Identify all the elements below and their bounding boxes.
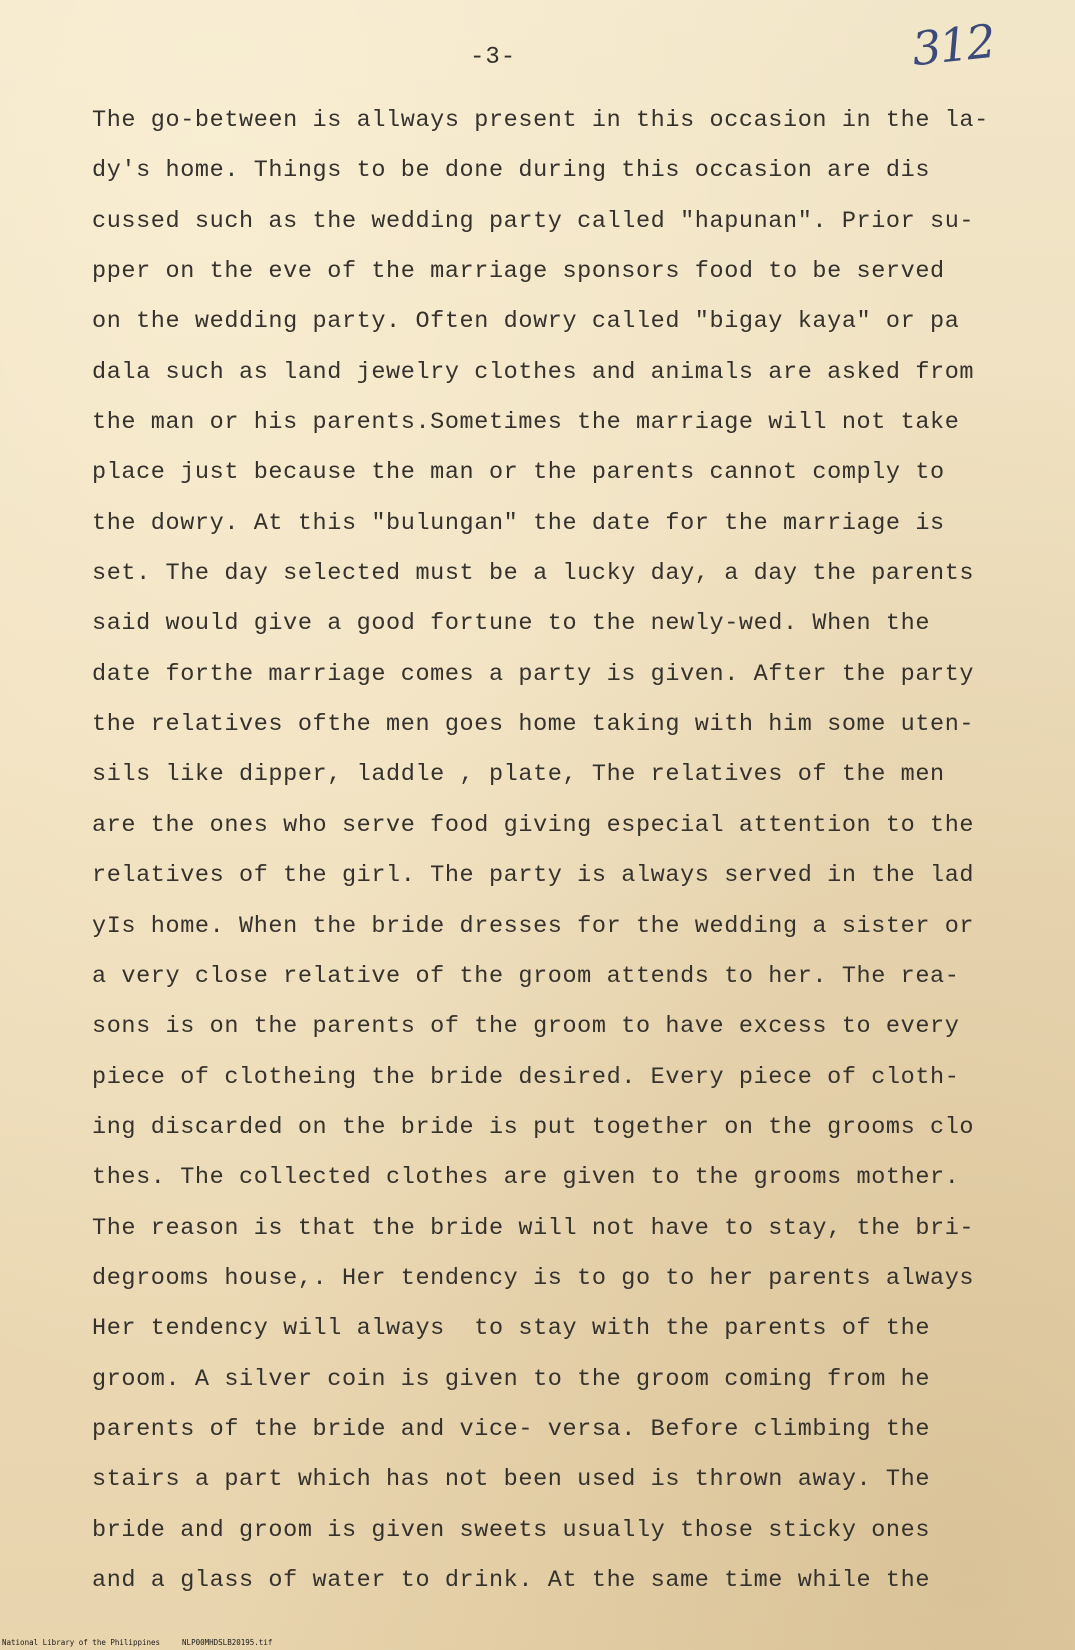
- text-line: the dowry. At this "bulungan" the date for the marriage is: [92, 509, 945, 537]
- text-line: sons is on the parents of the groom to have excess to every: [92, 1013, 960, 1041]
- text-line: yIs home. When the bride dresses for the wedding a sister or: [92, 912, 975, 940]
- text-line: thes. The collected clothes are given to the grooms mother.: [92, 1164, 960, 1192]
- text-line: groom. A silver coin is given to the groom coming from he: [92, 1365, 931, 1393]
- text-line: sils like dipper, laddle , plate, The relatives of the men: [92, 761, 945, 789]
- text-line: the man or his parents.Sometimes the marriage will not take: [92, 409, 960, 437]
- text-line: and a glass of water to drink. At the same time while the: [92, 1566, 931, 1594]
- text-line: The reason is that the bride will not have to stay, the bri-: [92, 1214, 975, 1242]
- footer-file-name: NLP00MHDSLB20195.tif: [182, 1638, 273, 1647]
- text-line: dy's home. Things to be done during this occasion are dis: [92, 157, 931, 185]
- typewritten-body: [92, 96, 1032, 1606]
- text-line: are the ones who serve food giving especial attention to the: [92, 811, 975, 839]
- text-line: relatives of the girl. The party is always served in the lad: [92, 862, 975, 890]
- text-line: parents of the bride and vice- versa. Before climbing the: [92, 1415, 931, 1443]
- text-line: on the wedding party. Often dowry called "bigay kaya" or pa: [92, 308, 960, 336]
- text-line: stairs a part which has not been used is thrown away. The: [92, 1466, 931, 1494]
- footer-institution: National Library of the Philippines: [2, 1638, 161, 1647]
- handwritten-folio-number: 312: [909, 13, 997, 77]
- scan-footer: [2, 1638, 294, 1647]
- text-line: set. The day selected must be a lucky day, a day the parents: [92, 560, 975, 588]
- page-number: -3-: [470, 44, 517, 71]
- text-line: piece of clotheing the bride desired. Every piece of cloth-: [92, 1063, 960, 1091]
- text-line: cussed such as the wedding party called "hapunan". Prior su-: [92, 207, 975, 235]
- text-line: place just because the man or the parents cannot comply to: [92, 459, 945, 487]
- text-line: the relatives ofthe men goes home taking with him some uten-: [92, 711, 975, 739]
- text-line: pper on the eve of the marriage sponsors food to be served: [92, 258, 945, 286]
- text-line: ing discarded on the bride is put together on the grooms clo: [92, 1113, 975, 1141]
- text-line: said would give a good fortune to the newly-wed. When the: [92, 610, 931, 638]
- text-line: a very close relative of the groom attends to her. The rea-: [92, 962, 960, 990]
- text-line: date forthe marriage comes a party is given. After the party: [92, 660, 975, 688]
- text-line: Her tendency will always to stay with the parents of the: [92, 1315, 931, 1343]
- text-line: The go-between is allways present in this occasion in the la-: [92, 107, 989, 134]
- text-line: bride and groom is given sweets usually those sticky ones: [92, 1516, 931, 1544]
- text-line: degrooms house,. Her tendency is to go to her parents always: [92, 1264, 975, 1292]
- text-line: dala such as land jewelry clothes and animals are asked from: [92, 358, 975, 386]
